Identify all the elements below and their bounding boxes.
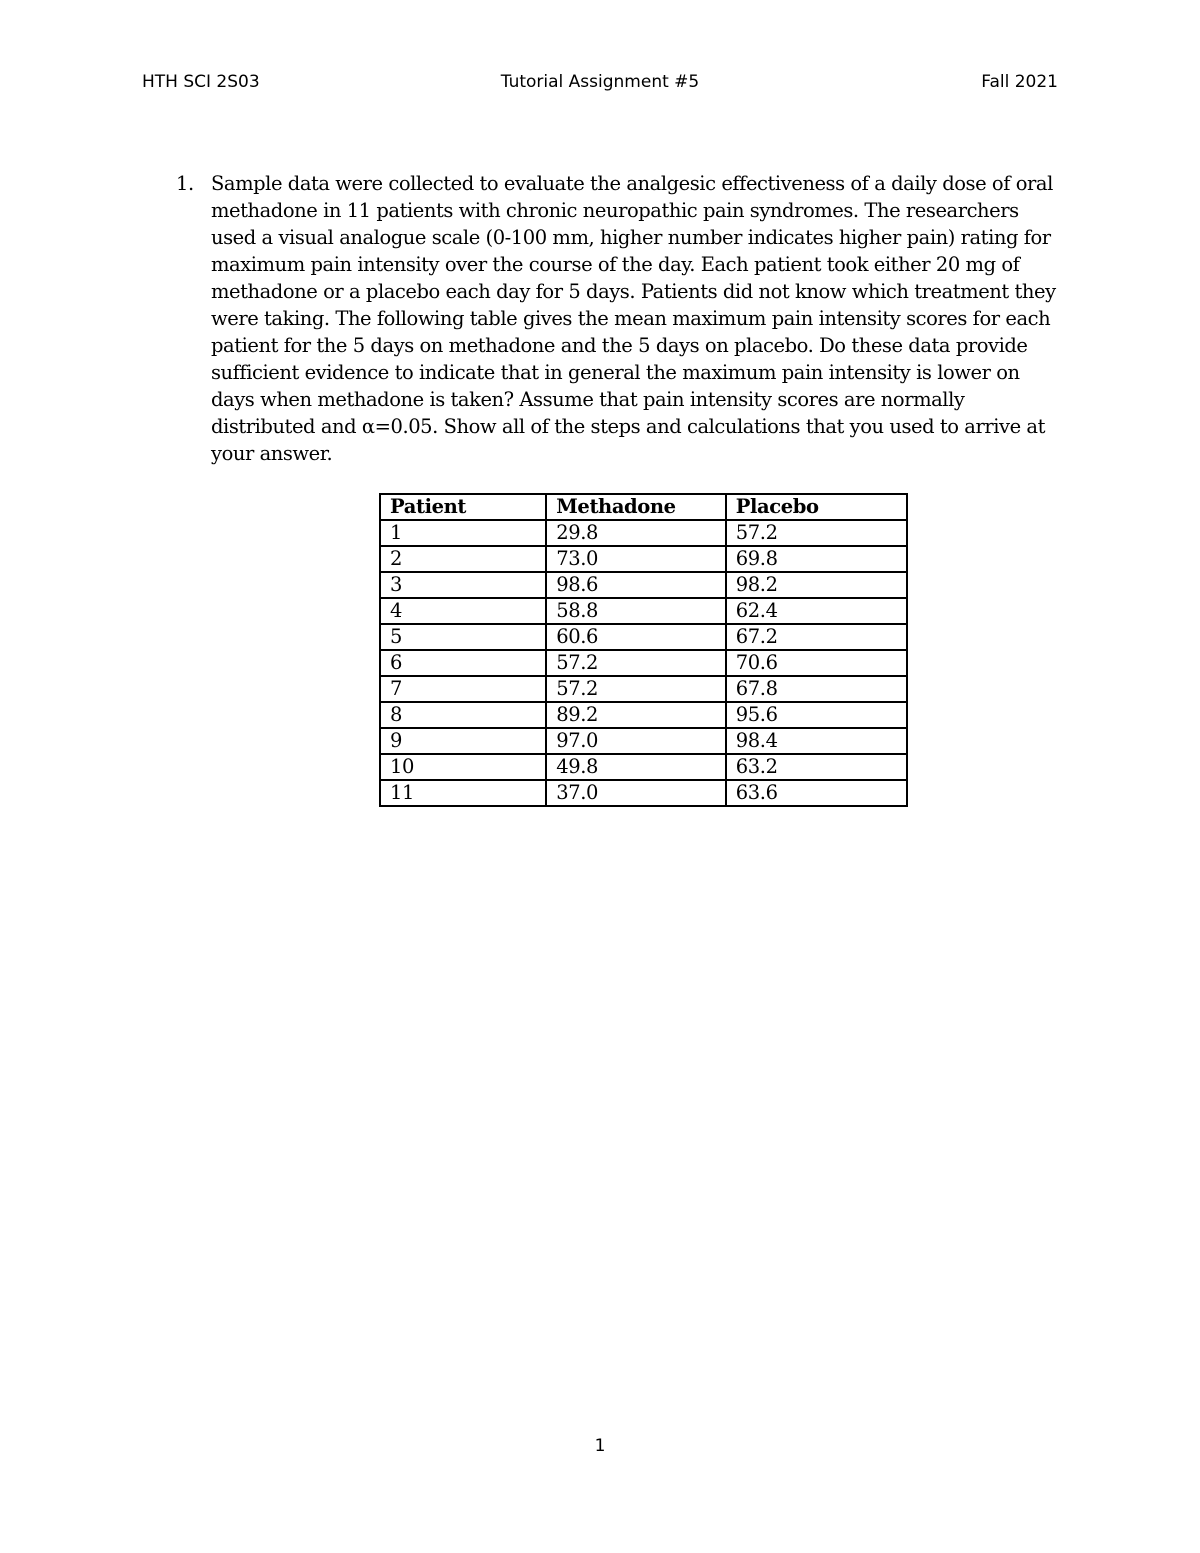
patient-cell: 9 [380,728,546,754]
patient-cell: 7 [380,676,546,702]
methadone-cell: 49.8 [546,754,726,780]
course-code: HTH SCI 2S03 [142,72,260,92]
patient-cell: 5 [380,624,546,650]
table-row [380,728,907,754]
table-row [380,754,907,780]
table-row [380,624,907,650]
column-header-methadone: Methadone [546,494,726,520]
column-header-placebo: Placebo [726,494,907,520]
table-row [380,702,907,728]
methadone-cell: 37.0 [546,780,726,806]
patient-cell: 2 [380,546,546,572]
patient-cell: 4 [380,598,546,624]
methadone-cell: 29.8 [546,520,726,546]
placebo-cell: 98.2 [726,572,907,598]
methadone-cell: 98.6 [546,572,726,598]
question-text: Sample data were collected to evaluate the analgesic effectiveness of a daily dose of oral methadone in 11 patients with chronic neuropathic pain syndromes. The researchers used a visual analogue scale (0-100 mm, higher number indicates higher pain) rating for maximum pain intensity over the course of the day. Each patient took either 20 mg of methadone or a placebo each day for 5 days. Patients did not know which treatment they were taking. The following table gives the mean maximum pain intensity scores for each patient for the 5 days on methadone and the 5 days on placebo. Do these data provide sufficient evidence to indicate that in general the maximum pain intensity is lower on days when methadone is taken? Assume that pain intensity scores are normally distributed and α=0.05. Show all of the steps and calculations that you used to arrive at your answer. [211,172,1056,465]
methadone-cell: 57.2 [546,650,726,676]
placebo-cell: 62.4 [726,598,907,624]
patient-cell: 3 [380,572,546,598]
pain-score-table [379,493,908,807]
assignment-title: Tutorial Assignment #5 [500,72,700,92]
table-row [380,650,907,676]
table-row [380,520,907,546]
placebo-cell: 67.2 [726,624,907,650]
placebo-cell: 70.6 [726,650,907,676]
patient-cell: 10 [380,754,546,780]
table-header-row [380,494,907,520]
methadone-cell: 60.6 [546,624,726,650]
placebo-cell: 57.2 [726,520,907,546]
term-label: Fall 2021 [981,72,1058,92]
patient-cell: 1 [380,520,546,546]
placebo-cell: 63.2 [726,754,907,780]
table-row [380,780,907,806]
question-1 [176,170,1056,467]
question-number: 1. [176,172,194,195]
table-row [380,546,907,572]
placebo-cell: 69.8 [726,546,907,572]
patient-cell: 11 [380,780,546,806]
placebo-cell: 63.6 [726,780,907,806]
table-row [380,572,907,598]
methadone-cell: 73.0 [546,546,726,572]
column-header-patient: Patient [380,494,546,520]
table-row [380,598,907,624]
patient-cell: 8 [380,702,546,728]
table-row [380,676,907,702]
placebo-cell: 95.6 [726,702,907,728]
page-header [142,72,1058,100]
methadone-cell: 89.2 [546,702,726,728]
page-number: 1 [594,1436,606,1456]
methadone-cell: 97.0 [546,728,726,754]
placebo-cell: 67.8 [726,676,907,702]
methadone-cell: 57.2 [546,676,726,702]
patient-cell: 6 [380,650,546,676]
methadone-cell: 58.8 [546,598,726,624]
placebo-cell: 98.4 [726,728,907,754]
